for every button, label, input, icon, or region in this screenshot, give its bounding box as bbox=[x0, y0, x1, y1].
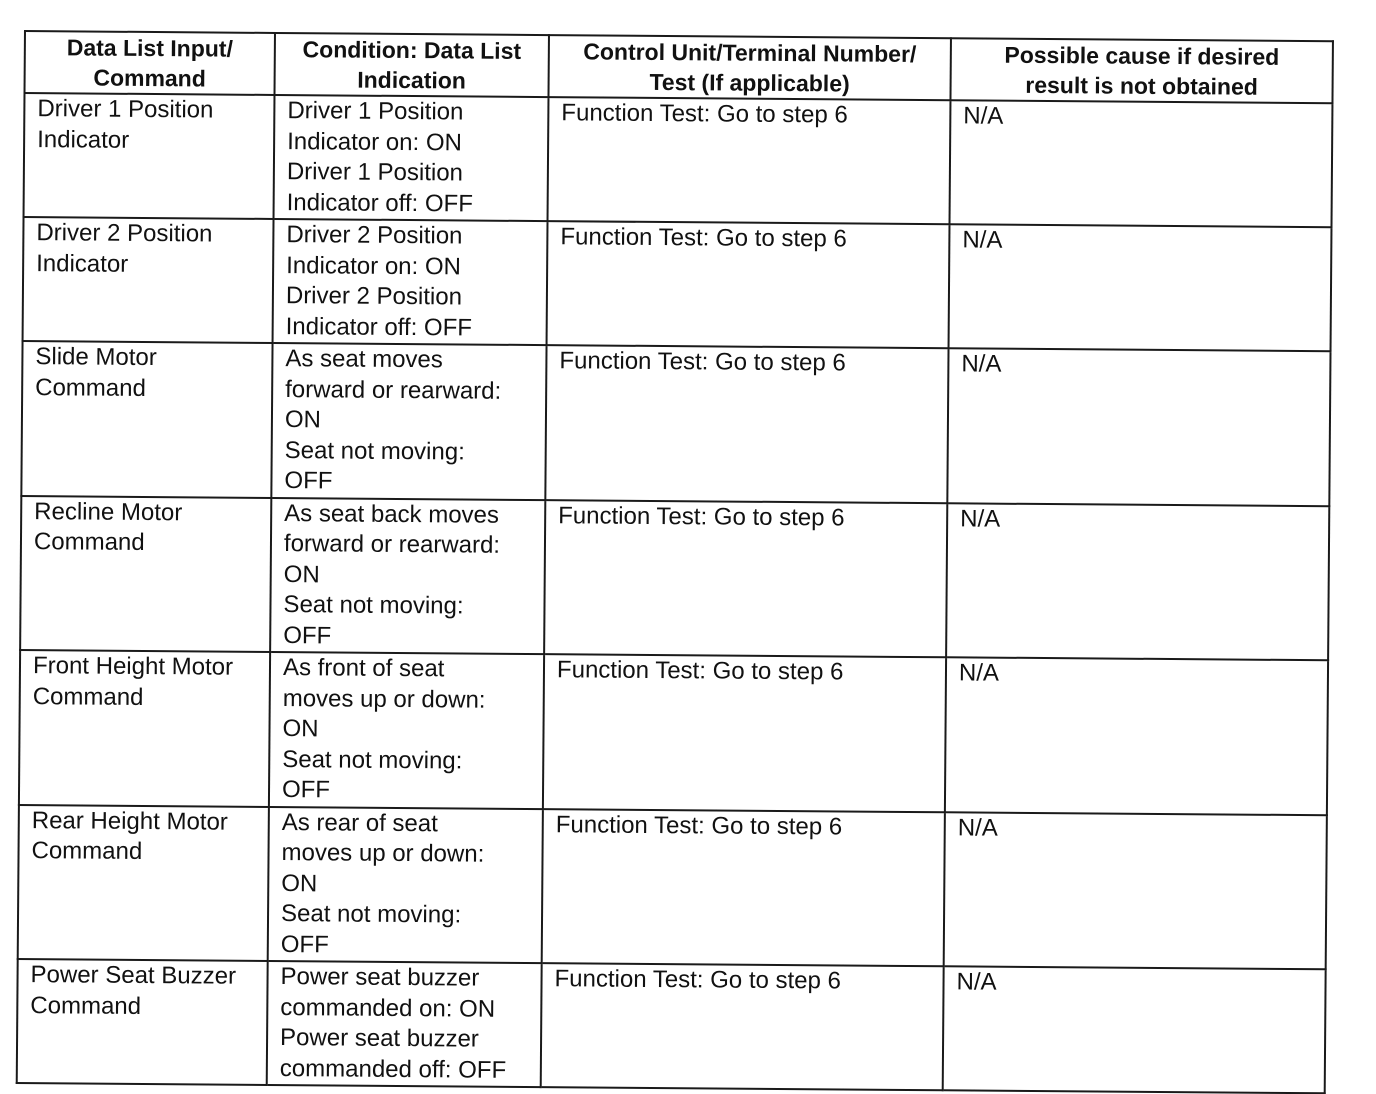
cell-test: Function Test: Go to step 6 bbox=[545, 345, 948, 503]
table-row bbox=[19, 650, 1328, 815]
cell-input: Power Seat Buzzer Command bbox=[17, 959, 268, 1085]
cell-condition: Driver 1 Position Indicator on: ON Driver 1 Position Indicator off: OFF bbox=[274, 95, 549, 221]
data-list-table bbox=[16, 30, 1334, 1094]
cell-input: Driver 2 Position Indicator bbox=[23, 217, 274, 343]
cell-condition: As seat moves forward or rearward: ON Seat not moving: OFF bbox=[271, 343, 546, 500]
table-row bbox=[20, 495, 1329, 660]
header-data-list-input: Data List Input/ Command bbox=[25, 31, 275, 95]
cell-test: Function Test: Go to step 6 bbox=[547, 221, 950, 348]
cell-cause: N/A bbox=[950, 100, 1333, 227]
header-control-unit-test: Control Unit/Terminal Number/ Test (If applicable) bbox=[548, 35, 950, 100]
cell-input: Slide Motor Command bbox=[21, 341, 272, 497]
cell-test: Function Test: Go to step 6 bbox=[542, 809, 945, 967]
cell-condition: As front of seat moves up or down: ON Seat not moving: OFF bbox=[269, 652, 544, 809]
cell-test: Function Test: Go to step 6 bbox=[543, 654, 946, 812]
cell-input: Front Height Motor Command bbox=[19, 650, 270, 806]
cell-cause: N/A bbox=[943, 966, 1326, 1093]
header-condition: Condition: Data List Indication bbox=[274, 33, 548, 97]
table-row bbox=[24, 93, 1333, 227]
table-row bbox=[23, 217, 1332, 351]
cell-input: Recline Motor Command bbox=[20, 495, 271, 651]
table-row bbox=[21, 341, 1330, 506]
cell-condition: Driver 2 Position Indicator on: ON Driver 2 Position Indicator off: OFF bbox=[273, 219, 548, 345]
cell-cause: N/A bbox=[945, 657, 1328, 814]
cell-condition: As rear of seat moves up or down: ON Seat not moving: OFF bbox=[268, 806, 543, 963]
cell-cause: N/A bbox=[949, 224, 1332, 351]
header-possible-cause: Possible cause if desired result is not obtained bbox=[950, 38, 1332, 103]
cell-cause: N/A bbox=[946, 503, 1329, 660]
table-row bbox=[17, 959, 1326, 1093]
cell-test: Function Test: Go to step 6 bbox=[548, 97, 951, 224]
table-row bbox=[18, 804, 1327, 969]
cell-input: Rear Height Motor Command bbox=[18, 804, 269, 960]
cell-condition: Power seat buzzer commanded on: ON Power seat buzzer commanded off: OFF bbox=[267, 961, 542, 1087]
cell-test: Function Test: Go to step 6 bbox=[544, 500, 947, 658]
cell-test: Function Test: Go to step 6 bbox=[541, 963, 944, 1090]
cell-cause: N/A bbox=[944, 812, 1327, 969]
table-header-row bbox=[25, 31, 1333, 103]
cell-cause: N/A bbox=[947, 348, 1330, 505]
cell-condition: As seat back moves forward or rearward: ON Seat not moving: OFF bbox=[270, 497, 545, 654]
cell-input: Driver 1 Position Indicator bbox=[24, 93, 275, 219]
